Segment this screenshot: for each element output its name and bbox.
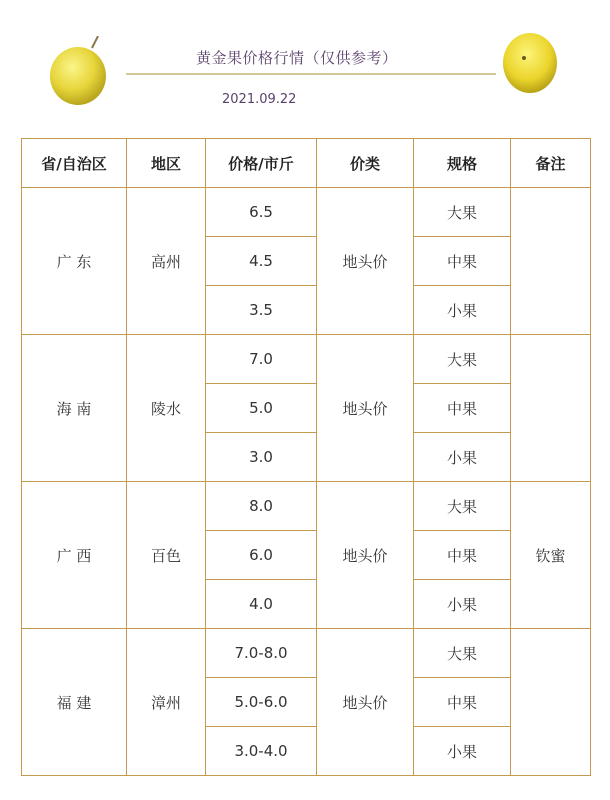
price-cell: 4.5	[206, 237, 317, 286]
table-row	[22, 188, 591, 237]
price-cell: 5.0-6.0	[206, 678, 317, 727]
title-divider	[126, 73, 496, 75]
table-row	[22, 335, 591, 384]
column-header-price: 价格/市斤	[206, 139, 317, 188]
price-table	[21, 138, 591, 776]
table-row	[22, 482, 591, 531]
column-header-province: 省/自治区	[22, 139, 127, 188]
grade-cell: 中果	[414, 678, 511, 727]
province-cell: 广 西	[22, 482, 127, 629]
page-title: 黄金果价格行情（仅供参考）	[196, 49, 398, 67]
grade-cell: 大果	[414, 482, 511, 531]
price-cell: 3.5	[206, 286, 317, 335]
price-cell: 3.0-4.0	[206, 727, 317, 776]
price-type-cell: 地头价	[317, 188, 414, 335]
grade-cell: 小果	[414, 580, 511, 629]
price-type-cell: 地头价	[317, 335, 414, 482]
column-header-grade: 规格	[414, 139, 511, 188]
grade-cell: 大果	[414, 188, 511, 237]
price-cell: 7.0-8.0	[206, 629, 317, 678]
note-cell	[511, 188, 591, 335]
province-cell: 广 东	[22, 188, 127, 335]
date-label: 2021.09.22	[222, 92, 297, 107]
price-cell: 5.0	[206, 384, 317, 433]
grade-cell: 中果	[414, 384, 511, 433]
price-type-cell: 地头价	[317, 482, 414, 629]
passion-fruit-right-icon	[502, 32, 558, 94]
province-cell: 福 建	[22, 629, 127, 776]
table-header-row	[22, 139, 591, 188]
price-cell: 7.0	[206, 335, 317, 384]
grade-cell: 大果	[414, 335, 511, 384]
grade-cell: 小果	[414, 727, 511, 776]
price-cell: 8.0	[206, 482, 317, 531]
price-cell: 4.0	[206, 580, 317, 629]
price-cell: 3.0	[206, 433, 317, 482]
passion-fruit-left-icon	[48, 36, 110, 106]
region-cell: 高州	[127, 188, 206, 335]
region-cell: 陵水	[127, 335, 206, 482]
grade-cell: 小果	[414, 286, 511, 335]
grade-cell: 大果	[414, 629, 511, 678]
price-cell: 6.5	[206, 188, 317, 237]
region-cell: 百色	[127, 482, 206, 629]
grade-cell: 小果	[414, 433, 511, 482]
note-cell: 钦蜜	[511, 482, 591, 629]
column-header-region: 地区	[127, 139, 206, 188]
province-cell: 海 南	[22, 335, 127, 482]
price-type-cell: 地头价	[317, 629, 414, 776]
header	[0, 0, 610, 135]
note-cell	[511, 335, 591, 482]
price-cell: 6.0	[206, 531, 317, 580]
grade-cell: 中果	[414, 531, 511, 580]
note-cell	[511, 629, 591, 776]
grade-cell: 中果	[414, 237, 511, 286]
column-header-note: 备注	[511, 139, 591, 188]
region-cell: 漳州	[127, 629, 206, 776]
column-header-price-type: 价类	[317, 139, 414, 188]
table-row	[22, 629, 591, 678]
